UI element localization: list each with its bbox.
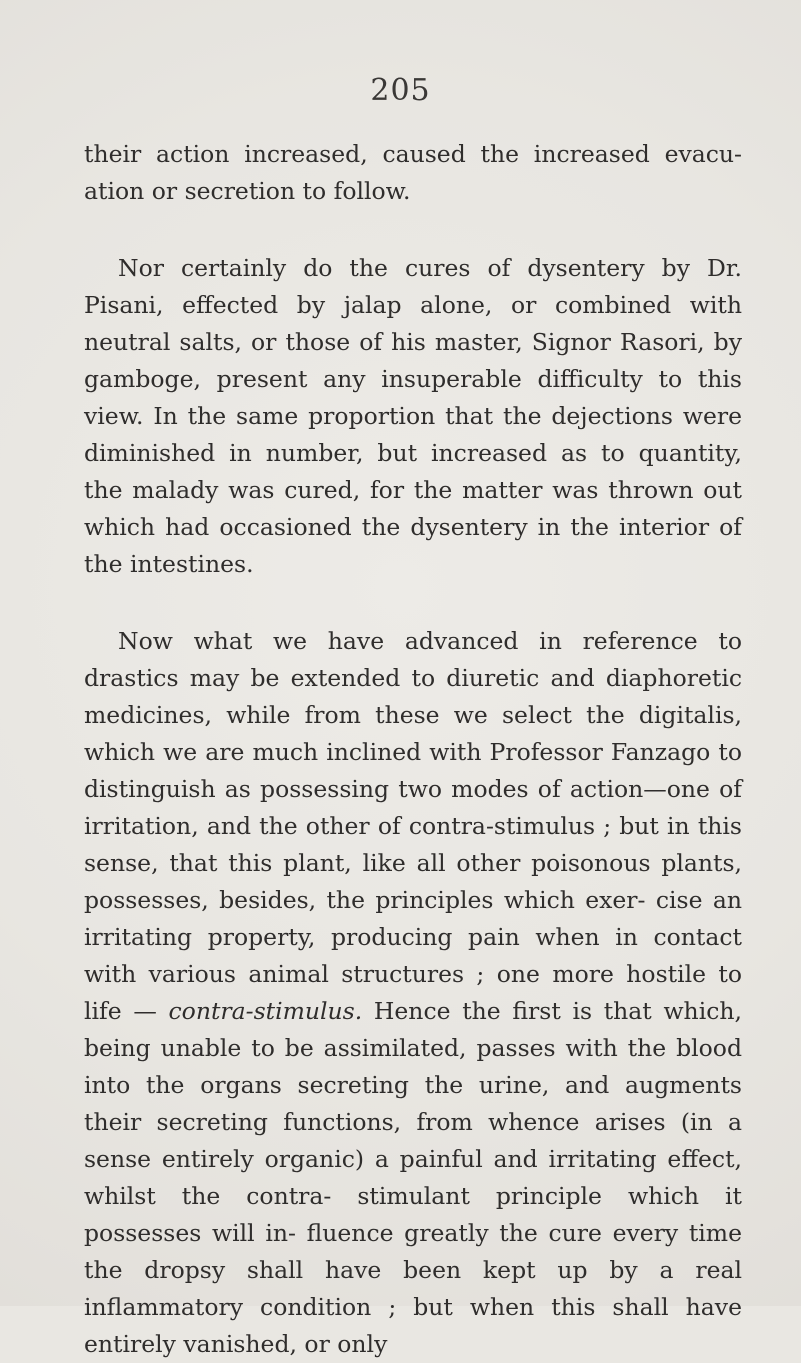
paragraph-drastics-italic-term: contra-stimulus. [168, 997, 363, 1025]
page-number: 205 [370, 73, 431, 108]
paragraph-dysentery-cures: Nor certainly do the cures of dysentery by Dr. Pisani, effected by jalap alone, or combined with neutral salts, or those of his master, Signor Rasori, by gamboge, present any insuperable difficulty to this view. In the same proportion that the dejections were diminished in number, but increased as to quantity, the malady was cured, for the matter was thrown out which had occasioned the dysentery in the interior of the intestines. [84, 254, 742, 578]
paragraph-drastics-digitalis [84, 623, 742, 1363]
page-body [84, 136, 742, 1363]
paragraph-drastics-text-before: Now what we have advanced in reference to drastics may be extended to diuretic and diaphoretic medicines, while from these we select the digitalis, which we are much inclined with Professor Fanzago to distinguish as possessing two modes of action—one of irritation, and the other of contra-stimulus ; but in this sense, that this plant, like all other poisonous plants, possesses, besides, the principles which exer- cise an irritating property, producing pain when in contact with various animal structures ; one more hostile to life — [84, 627, 742, 1025]
paragraph-drastics-text-after: Hence the first is that which, being unable to be assimilated, passes with the blood into the organs secreting the urine, and augments their secreting functions, from whence arises (in a sense entirely organic) a painful and irritating effect, whilst the contra- stimulant principle which it possesses will in- fluence greatly the cure every time the dropsy shall have been kept up by a real inflammatory condition ; but when this shall have entirely vanished, or only [84, 997, 742, 1358]
paragraph-continuation: their action increased, caused the increased evacu- ation or secretion to follow. [84, 140, 742, 205]
